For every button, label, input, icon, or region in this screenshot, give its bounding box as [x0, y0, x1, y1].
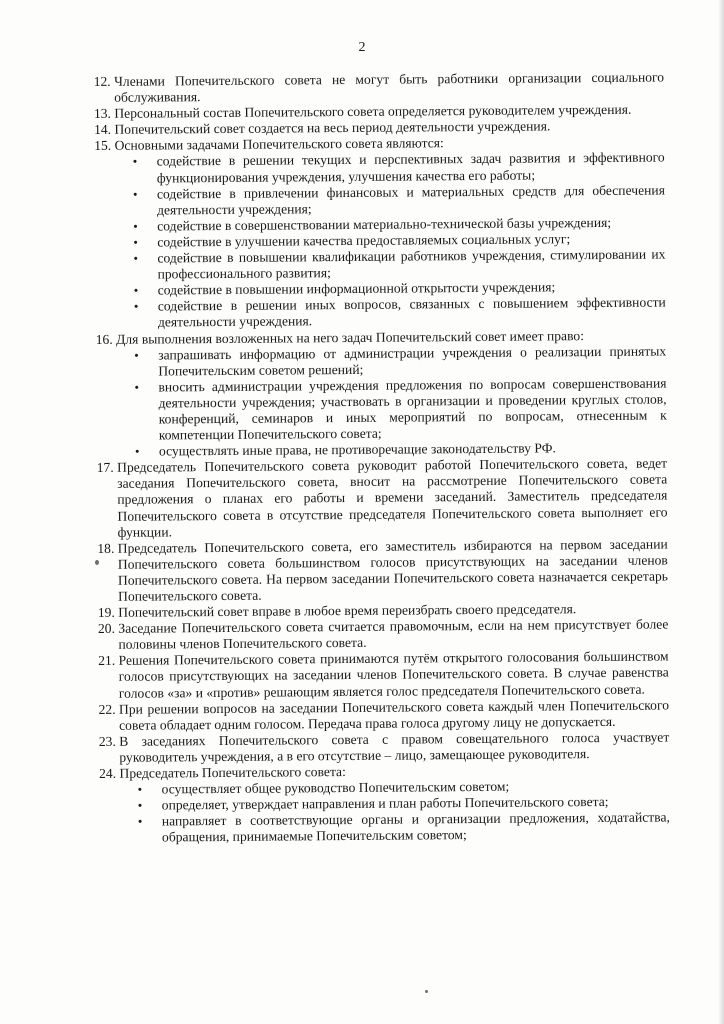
clause-text: Попечительский совет создается на весь период деятельности учреждения. [114, 118, 551, 138]
clause-text: Для выполнения возложенных на него задач Попечительский совет имеет право: [116, 327, 584, 347]
document-body [90, 69, 670, 846]
bullet-item: • запрашивать информацию от администрации учреждения о реализации принятых Попечительским советом решений; [158, 343, 666, 379]
scan-speck [425, 990, 428, 993]
bullet-item: • содействие в решении текущих и перспективных задач развития и эффективного функционирования учреждения, улучшения качества его работы; [157, 150, 665, 186]
clause-17 [117, 456, 668, 541]
clause-15 [115, 134, 666, 331]
clause-21 [119, 649, 669, 702]
bullet-item: • содействие в улучшении качества предоставляемых социальных услуг; [157, 230, 665, 250]
clause-23 [119, 729, 669, 766]
clause-list [90, 69, 670, 846]
clause-16 [116, 327, 667, 460]
clause-22 [119, 697, 669, 734]
bullet-list [115, 150, 666, 331]
clause-text: Персональный состав Попечительского совета определяется руководителем учреждения. [114, 101, 632, 121]
bullet-item: • содействие в совершенствовании материально-технической базы учреждения; [157, 214, 665, 234]
bullet-list [116, 343, 667, 460]
scan-speck [95, 560, 99, 565]
clause-24 [119, 762, 670, 847]
bullet-item: • осуществлять иные права, не противоречащие законодательству РФ. [159, 440, 667, 460]
bullet-item: • определяет, утверждает направления и план работы Попечительского совета; [162, 794, 670, 814]
clause-text: При решении вопросов на заседании Попечительского совета каждый член Попечительского совета обладает одним голосом. Передача права голоса другому лицу не допускается. [118, 697, 670, 733]
clause-20 [118, 617, 668, 654]
bullet-item: • направляет в соответствующие органы и организации предложения, ходатайства, обращения, принимаемые Попечительским советом; [162, 810, 670, 846]
bullet-item: • содействие в решении иных вопросов, связанных с повышением эффективности деятельности учреждения. [158, 295, 666, 331]
bullet-item: • содействие в повышении информационной открытости учреждения; [158, 279, 666, 299]
clause-text: В заседаниях Попечительского совета с правом совещательного голоса участвует руководитель учреждения, а в его отсутствие – лицо, замещающее руководителя. [119, 729, 670, 765]
clause-text: Председатель Попечительского совета руководит работой Попечительского совета, ведет заседания Попечительского совета, вносит на рассмотрение Попечительского совета предложения о планах его работы и времени заседаний. Заместитель председателя Попечительского совета в отсутствие председателя Попечительского совета выполняет его функции. [117, 455, 668, 540]
bullet-item: • содействие в повышении квалификации работников учреждения, стимулировании их профессионального развития; [157, 247, 665, 283]
clause-text: Членами Попечительского совета не могут быть работники организации социального обслуживания. [113, 69, 665, 105]
clause-text: Решения Попечительского совета принимаются путём открытого голосования большинством голосов присутствующих на заседании членов Попечительского совета. В случае равенства голосов «за» и «против» решающим является голос председателя Попечительского совета. [118, 648, 669, 701]
bullet-item: • содействие в привлечении финансовых и материальных средств для обеспечения деятельности учреждения; [157, 182, 665, 218]
clause-text: Попечительский совет вправе в любое время переизбрать своего председателя. [118, 601, 577, 620]
scan-edge-shadow [718, 0, 724, 1024]
clause-text: Председатель Попечительского совета: [119, 764, 346, 781]
clause-18 [118, 536, 668, 605]
page-number: 2 [358, 40, 366, 55]
clause-text: Заседание Попечительского совета считается правомочным, если на нем присутствует более половины членов Попечительского совета. [118, 616, 669, 653]
bullet-item: • осуществляет общее руководство Попечительским советом; [162, 778, 670, 798]
clause-text: Основными задачами Попечительского совета являются: [114, 135, 444, 154]
bullet-item: • вносить администрации учреждения предложения по вопросам совершенствования деятельности учреждения; участвовать в организации и проведении круглых столов, конференций, семинаров и иных мероприятий по вопросам, отнесенным к компетенции Попечительского совета; [158, 375, 666, 443]
clause-text: Председатель Попечительского совета, его заместитель избираются на первом заседании Попечительского совета большинством голосов присутствующих на заседании членов Попечительского совета. На первом заседании Попечительского совета назначается секретарь Попечительского совета. [117, 536, 669, 604]
clause-12 [114, 69, 664, 106]
bullet-list [120, 778, 670, 847]
